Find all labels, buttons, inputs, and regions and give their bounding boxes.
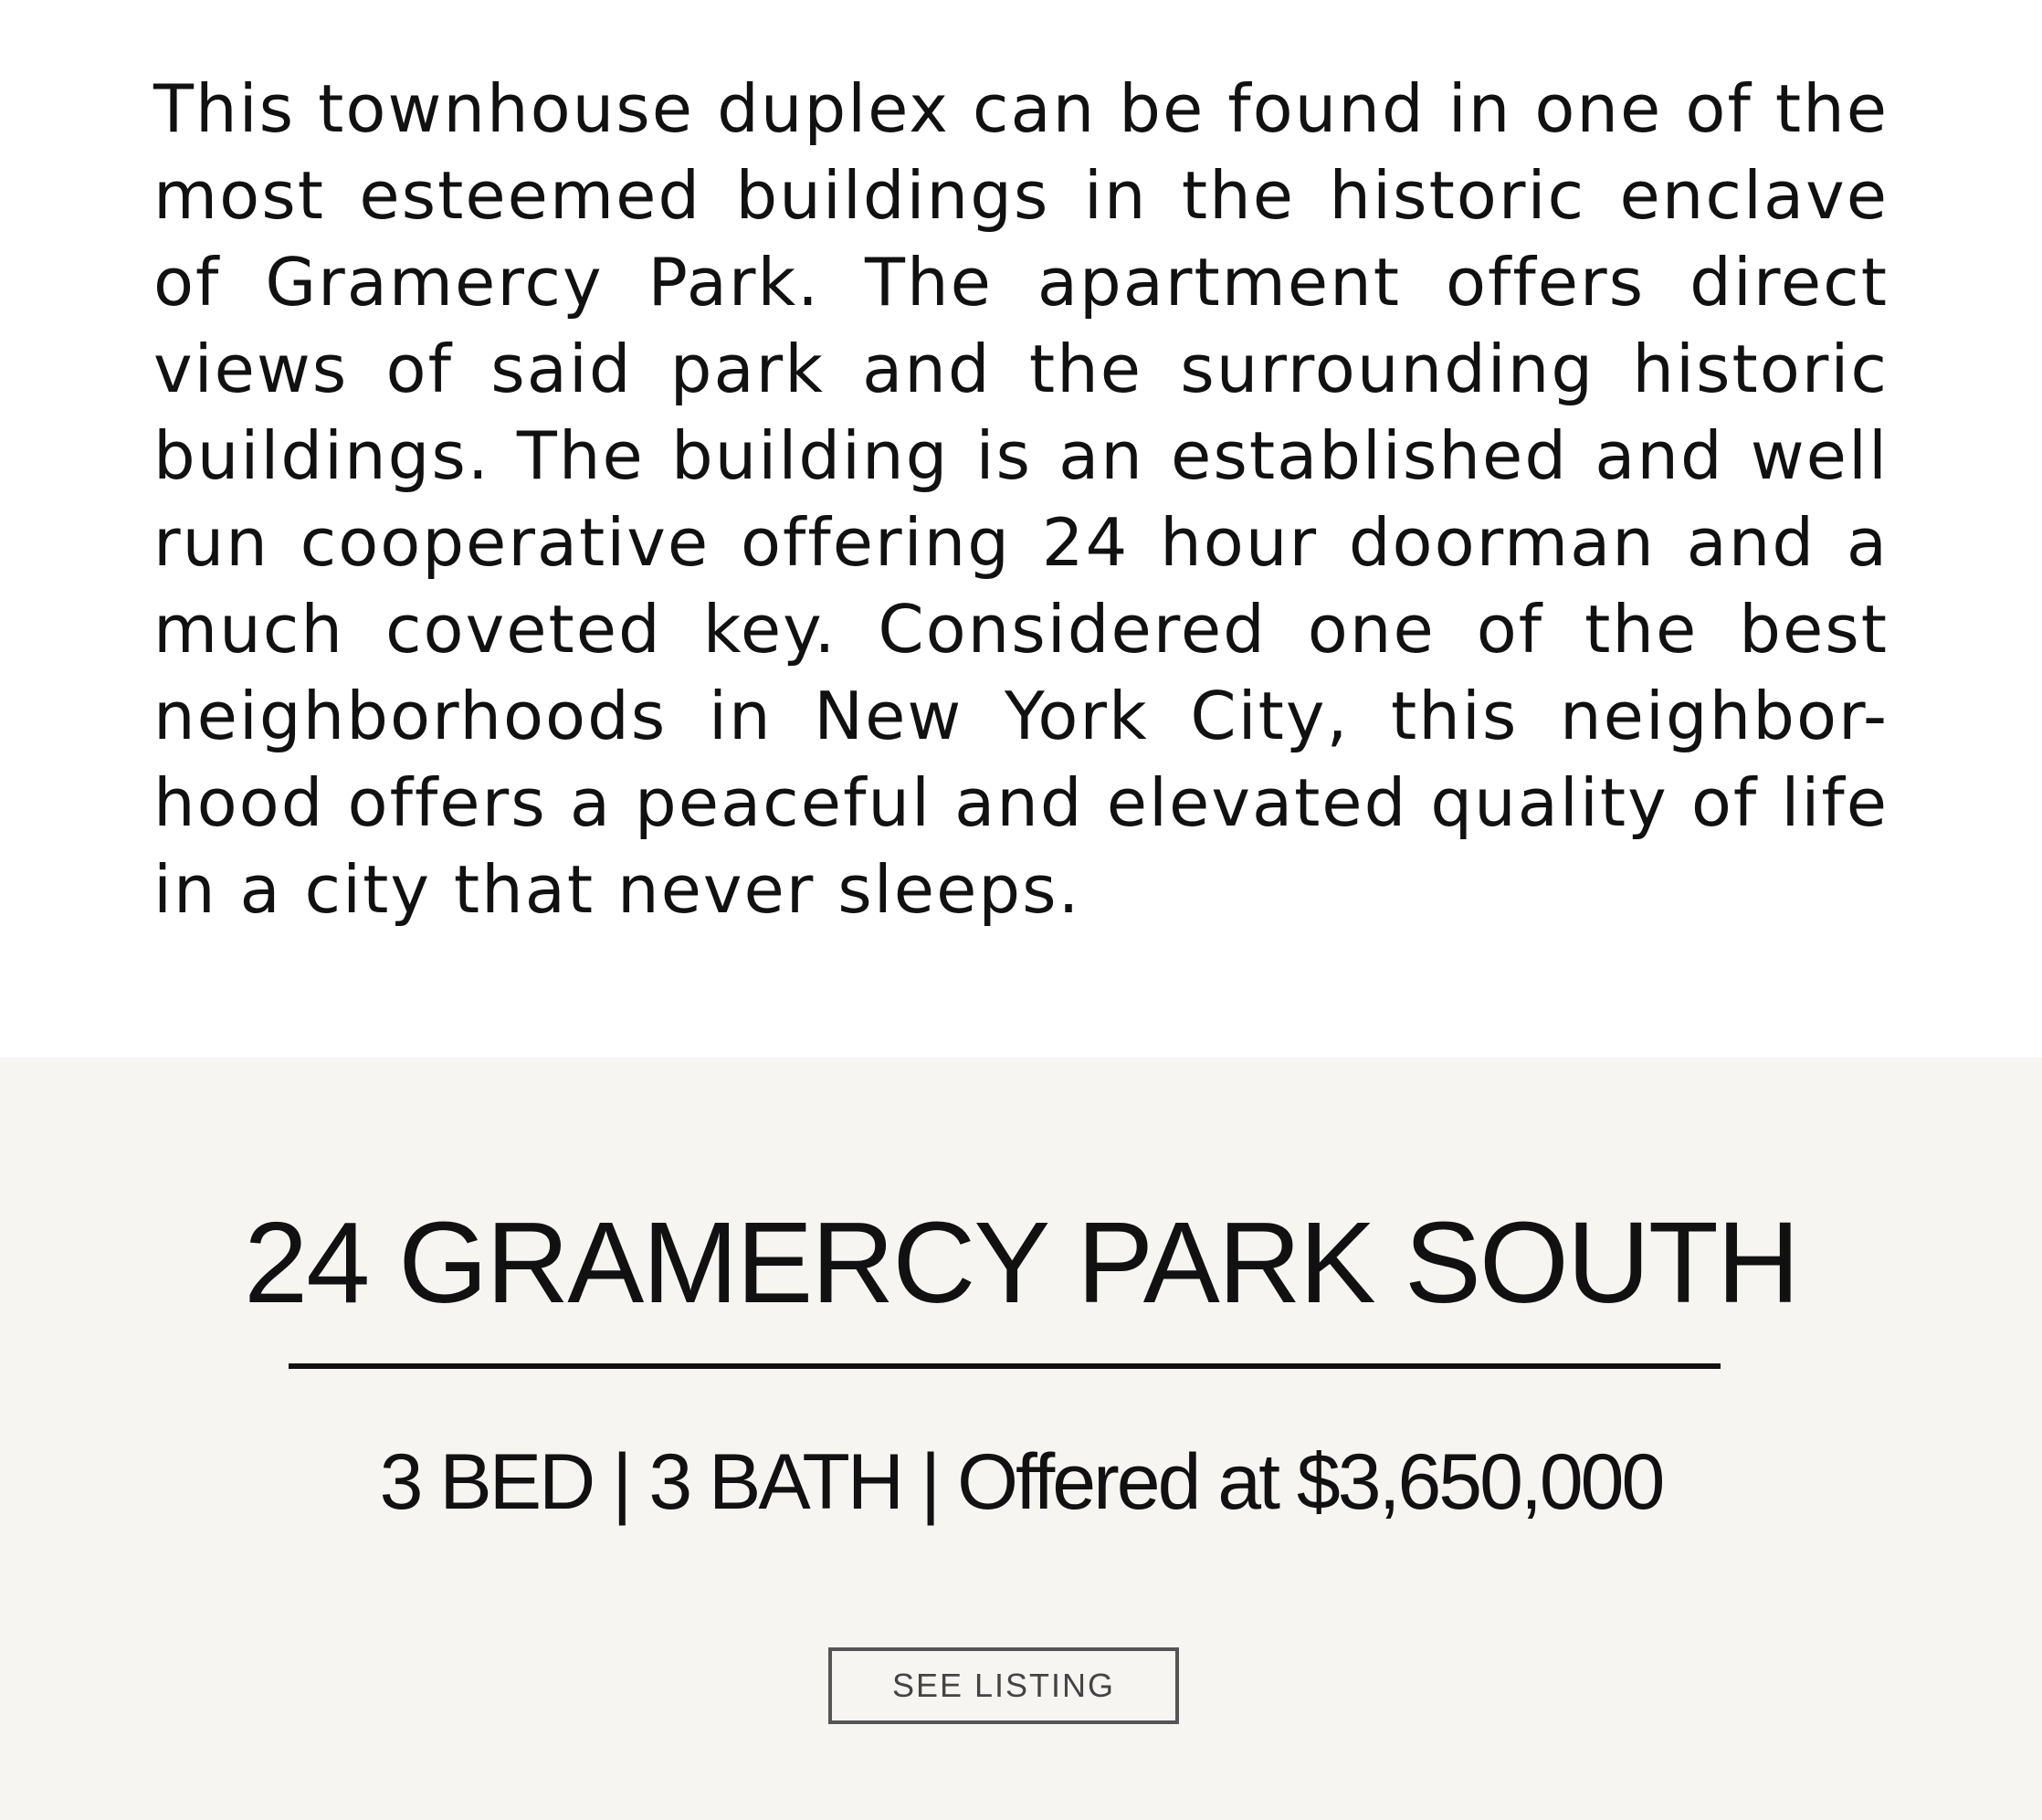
listing-address: 24 GRAMERCY PARK SOUTH bbox=[244, 1198, 1798, 1327]
see-listing-button[interactable]: SEE LISTING bbox=[828, 1647, 1179, 1724]
listing-details: 3 BED | 3 BATH | Offered at $3,650,000 bbox=[379, 1438, 1663, 1526]
address-divider bbox=[289, 1363, 1721, 1369]
listing-summary-panel bbox=[0, 1057, 2042, 1820]
listing-description: This townhouse duplex can be found in one of the most esteemed buildings in the historic enclave of Gramercy Park. The apartment offers direct views of said park and the surrounding historic buildings. The building is an established and well run cooperative offering 24 hour doorman and a much coveted key. Considered one of the best neighborhoods in New York City, this neighbor-hood offers a peaceful and elevated quality of life in a city that never sleeps. bbox=[153, 70, 1889, 928]
